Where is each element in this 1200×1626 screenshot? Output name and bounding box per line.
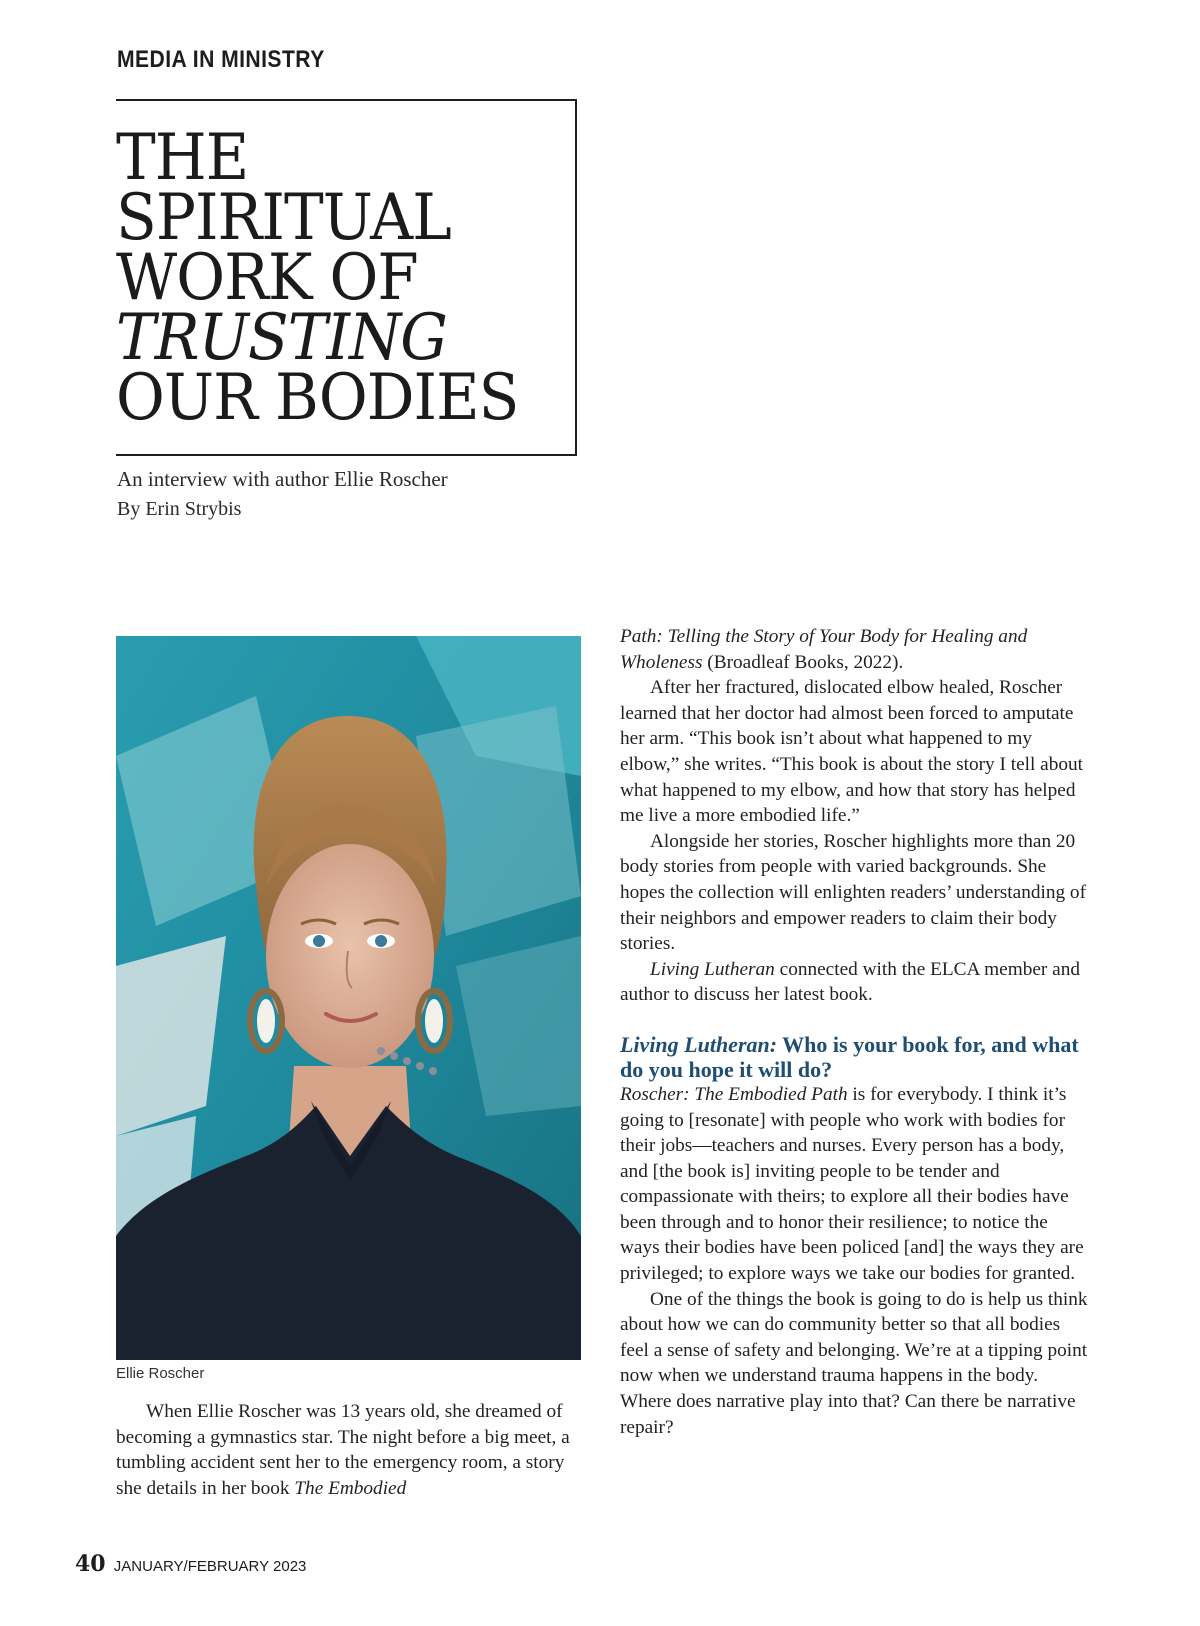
article-column-left <box>116 1399 583 1502</box>
title-line-5: OUR BODIES <box>116 361 519 435</box>
question-text: Who is your book for, and what do you hope it will do? <box>620 1031 1079 1082</box>
paragraph-6: One of the things the book is going to do is help us think about how we can do community better so that all bodies feel a sense of safety and belonging. We’re at a tipping point now when we understand trauma happens in the body. Where does narrative play into that? Can there be narrative repair? <box>620 1288 1088 1438</box>
book-title-part-1: The Embodied <box>294 1478 407 1500</box>
article-subtitle: An interview with author Ellie Roscher <box>117 467 448 491</box>
paragraph-1 <box>116 1399 583 1502</box>
magazine-name: Living Lutheran <box>650 958 775 980</box>
author-photo <box>116 636 581 1360</box>
title-line-3: WORK OF <box>116 241 418 315</box>
title-line-4: TRUSTING <box>116 301 447 375</box>
author-portrait-illustration <box>116 636 581 1360</box>
section-label: MEDIA IN MINISTRY <box>117 46 325 73</box>
paragraph-3: Alongside her stories, Roscher highlights more than 20 body stories from people with varied backgrounds. She hopes the collection will enlighten readers’ understanding of their neighbors and empower readers to claim their body stories. <box>620 830 1086 955</box>
answer-paragraph <box>620 1082 1090 1287</box>
answer-text: is for everybody. I think it’s going to [resonate] with people who work with bodies for their jobs—teachers and nurses. Every person has a body, and [the book is] inviting people to be tender and compassionate with theirs; to explore all their bodies have been through and to honor their resilience; to notice the ways their bodies have been policed [and] the ways they are privileged; to explore ways we take our bodies for granted. <box>620 1083 1084 1285</box>
answer-label: Roscher: The Embodied Path <box>620 1083 848 1105</box>
book-title-part-2: Path: Telling the Story of Your Body for Healing and Wholeness <box>620 626 1028 673</box>
publisher-note: (Broadleaf Books, 2022). <box>702 651 904 673</box>
article-column-right <box>620 624 1090 1440</box>
issue-date: JANUARY/FEBRUARY 2023 <box>113 1558 307 1575</box>
title-line-2: SPIRITUAL <box>116 181 451 255</box>
article-title <box>116 121 519 435</box>
paragraph-1-continued <box>620 624 1090 675</box>
paragraph-2: After her fractured, dislocated elbow healed, Roscher learned that her doctor had almost been forced to amputate her arm. “This book isn’t about what happened to my elbow,” she writes. “This book is about the story I tell about what happened to my elbow, and how that story has helped me live a more embodied life.” <box>620 677 1084 827</box>
paragraph-4 <box>620 957 1090 1008</box>
page-footer <box>75 1551 306 1577</box>
photo-caption: Ellie Roscher <box>116 1365 205 1382</box>
paragraph-1-text: When Ellie Roscher was 13 years old, she dreamed of becoming a gymnastics star. The night before a big meet, a tumbling accident sent her to the emergency room, a story she details in her book <box>116 1401 570 1500</box>
paragraph-4-text: connected with the ELCA member and author to discuss her latest book. <box>620 958 1081 1006</box>
interview-question <box>620 1032 1090 1082</box>
question-label: Living Lutheran: <box>620 1031 778 1057</box>
article-byline: By Erin Strybis <box>117 498 242 520</box>
page-number: 40 <box>75 1551 106 1577</box>
title-line-1: THE <box>116 121 249 195</box>
